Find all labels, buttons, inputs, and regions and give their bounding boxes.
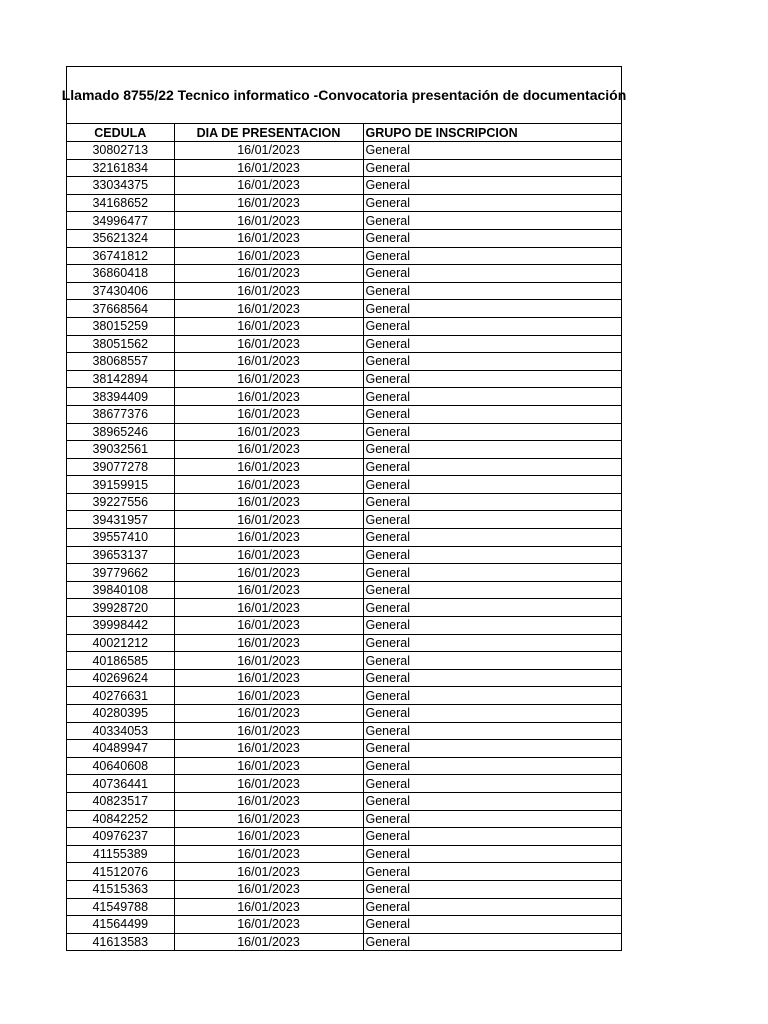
group-cell: General (363, 529, 621, 547)
presentation-date-cell: 16/01/2023 (174, 740, 363, 758)
cedula-cell: 38394409 (67, 388, 174, 406)
presentation-date-cell: 16/01/2023 (174, 845, 363, 863)
table-row (67, 828, 621, 846)
cedula-cell: 40269624 (67, 669, 174, 687)
cedula-cell: 39840108 (67, 581, 174, 599)
group-cell: General (363, 265, 621, 283)
cedula-cell: 40640608 (67, 757, 174, 775)
presentation-date-cell: 16/01/2023 (174, 511, 363, 529)
group-cell: General (363, 177, 621, 195)
cedula-cell: 36741812 (67, 247, 174, 265)
cedula-cell: 37430406 (67, 282, 174, 300)
group-cell: General (363, 546, 621, 564)
table-row (67, 933, 621, 950)
table-row (67, 159, 621, 177)
cedula-cell: 40976237 (67, 828, 174, 846)
group-cell: General (363, 405, 621, 423)
group-cell: General (363, 617, 621, 635)
table-row (67, 493, 621, 511)
registration-table (67, 124, 621, 950)
table-row (67, 370, 621, 388)
document-title: Llamado 8755/22 Tecnico informatico -Convocatoria presentación de documentación (67, 67, 621, 124)
table-row (67, 705, 621, 723)
presentation-date-cell: 16/01/2023 (174, 581, 363, 599)
table-row (67, 775, 621, 793)
table-row (67, 388, 621, 406)
cedula-cell: 35621324 (67, 229, 174, 247)
cedula-cell: 40021212 (67, 634, 174, 652)
presentation-date-cell: 16/01/2023 (174, 546, 363, 564)
cedula-cell: 39557410 (67, 529, 174, 547)
presentation-date-cell: 16/01/2023 (174, 177, 363, 195)
presentation-date-cell: 16/01/2023 (174, 705, 363, 723)
presentation-date-cell: 16/01/2023 (174, 898, 363, 916)
presentation-date-cell: 16/01/2023 (174, 652, 363, 670)
column-header-cedula: CEDULA (67, 124, 174, 142)
column-header-dia-de-presentacion: DIA DE PRESENTACION (174, 124, 363, 142)
table-row (67, 863, 621, 881)
presentation-date-cell: 16/01/2023 (174, 687, 363, 705)
presentation-date-cell: 16/01/2023 (174, 916, 363, 934)
presentation-date-cell: 16/01/2023 (174, 159, 363, 177)
presentation-date-cell: 16/01/2023 (174, 617, 363, 635)
table-row (67, 634, 621, 652)
group-cell: General (363, 845, 621, 863)
group-cell: General (363, 282, 621, 300)
cedula-cell: 40736441 (67, 775, 174, 793)
table-row (67, 599, 621, 617)
table-row (67, 564, 621, 582)
cedula-cell: 39159915 (67, 476, 174, 494)
presentation-date-cell: 16/01/2023 (174, 634, 363, 652)
cedula-cell: 34996477 (67, 212, 174, 230)
cedula-cell: 40823517 (67, 792, 174, 810)
cedula-cell: 39431957 (67, 511, 174, 529)
presentation-date-cell: 16/01/2023 (174, 810, 363, 828)
cedula-cell: 39928720 (67, 599, 174, 617)
table-row (67, 441, 621, 459)
table-row (67, 880, 621, 898)
group-cell: General (363, 212, 621, 230)
group-cell: General (363, 581, 621, 599)
cedula-cell: 33034375 (67, 177, 174, 195)
presentation-date-cell: 16/01/2023 (174, 441, 363, 459)
table-row (67, 511, 621, 529)
cedula-cell: 39077278 (67, 458, 174, 476)
table-row (67, 845, 621, 863)
presentation-date-cell: 16/01/2023 (174, 282, 363, 300)
cedula-cell: 40276631 (67, 687, 174, 705)
table-row (67, 898, 621, 916)
table-row (67, 476, 621, 494)
group-cell: General (363, 247, 621, 265)
presentation-date-cell: 16/01/2023 (174, 423, 363, 441)
cedula-cell: 38051562 (67, 335, 174, 353)
presentation-date-cell: 16/01/2023 (174, 722, 363, 740)
presentation-date-cell: 16/01/2023 (174, 458, 363, 476)
presentation-date-cell: 16/01/2023 (174, 370, 363, 388)
presentation-date-cell: 16/01/2023 (174, 212, 363, 230)
group-cell: General (363, 335, 621, 353)
cedula-cell: 41515363 (67, 880, 174, 898)
table-row (67, 265, 621, 283)
cedula-cell: 39998442 (67, 617, 174, 635)
cedula-cell: 38677376 (67, 405, 174, 423)
presentation-date-cell: 16/01/2023 (174, 300, 363, 318)
group-cell: General (363, 511, 621, 529)
group-cell: General (363, 792, 621, 810)
presentation-date-cell: 16/01/2023 (174, 335, 363, 353)
presentation-date-cell: 16/01/2023 (174, 405, 363, 423)
table-row (67, 142, 621, 160)
group-cell: General (363, 476, 621, 494)
table-row (67, 687, 621, 705)
group-cell: General (363, 669, 621, 687)
group-cell: General (363, 142, 621, 160)
table-row (67, 529, 621, 547)
presentation-date-cell: 16/01/2023 (174, 669, 363, 687)
cedula-cell: 30802713 (67, 142, 174, 160)
table-row (67, 282, 621, 300)
presentation-date-cell: 16/01/2023 (174, 247, 363, 265)
table-row (67, 405, 621, 423)
presentation-date-cell: 16/01/2023 (174, 828, 363, 846)
group-cell: General (363, 687, 621, 705)
group-cell: General (363, 810, 621, 828)
cedula-cell: 41613583 (67, 933, 174, 950)
presentation-date-cell: 16/01/2023 (174, 880, 363, 898)
cedula-cell: 41564499 (67, 916, 174, 934)
cedula-cell: 36860418 (67, 265, 174, 283)
group-cell: General (363, 880, 621, 898)
group-cell: General (363, 757, 621, 775)
cedula-cell: 32161834 (67, 159, 174, 177)
presentation-date-cell: 16/01/2023 (174, 564, 363, 582)
group-cell: General (363, 493, 621, 511)
cedula-cell: 41549788 (67, 898, 174, 916)
group-cell: General (363, 916, 621, 934)
presentation-date-cell: 16/01/2023 (174, 775, 363, 793)
table-row (67, 212, 621, 230)
group-cell: General (363, 599, 621, 617)
cedula-cell: 38068557 (67, 353, 174, 371)
presentation-date-cell: 16/01/2023 (174, 476, 363, 494)
group-cell: General (363, 564, 621, 582)
presentation-date-cell: 16/01/2023 (174, 353, 363, 371)
table-row (67, 581, 621, 599)
cedula-cell: 40280395 (67, 705, 174, 723)
cedula-cell: 40186585 (67, 652, 174, 670)
group-cell: General (363, 740, 621, 758)
table-body (67, 142, 621, 951)
table-header (67, 124, 621, 142)
presentation-date-cell: 16/01/2023 (174, 265, 363, 283)
group-cell: General (363, 441, 621, 459)
group-cell: General (363, 194, 621, 212)
cedula-cell: 39779662 (67, 564, 174, 582)
group-cell: General (363, 229, 621, 247)
spreadsheet-page (61, 66, 627, 951)
cedula-cell: 38015259 (67, 317, 174, 335)
cedula-cell: 38142894 (67, 370, 174, 388)
presentation-date-cell: 16/01/2023 (174, 529, 363, 547)
table-row (67, 546, 621, 564)
table-row (67, 757, 621, 775)
presentation-date-cell: 16/01/2023 (174, 388, 363, 406)
group-cell: General (363, 652, 621, 670)
table-row (67, 317, 621, 335)
group-cell: General (363, 300, 621, 318)
table-row (67, 229, 621, 247)
group-cell: General (363, 317, 621, 335)
group-cell: General (363, 353, 621, 371)
table-row (67, 669, 621, 687)
cedula-cell: 38965246 (67, 423, 174, 441)
presentation-date-cell: 16/01/2023 (174, 142, 363, 160)
cedula-cell: 39227556 (67, 493, 174, 511)
group-cell: General (363, 388, 621, 406)
presentation-date-cell: 16/01/2023 (174, 194, 363, 212)
group-cell: General (363, 863, 621, 881)
table-row (67, 177, 621, 195)
table-row (67, 300, 621, 318)
group-cell: General (363, 722, 621, 740)
cedula-cell: 40842252 (67, 810, 174, 828)
table-row (67, 617, 621, 635)
presentation-date-cell: 16/01/2023 (174, 757, 363, 775)
table-row (67, 916, 621, 934)
table-row (67, 458, 621, 476)
cedula-cell: 34168652 (67, 194, 174, 212)
presentation-date-cell: 16/01/2023 (174, 599, 363, 617)
group-cell: General (363, 828, 621, 846)
cedula-cell: 41512076 (67, 863, 174, 881)
table-row (67, 353, 621, 371)
group-cell: General (363, 775, 621, 793)
table-row (67, 247, 621, 265)
cedula-cell: 39032561 (67, 441, 174, 459)
cedula-cell: 40489947 (67, 740, 174, 758)
cedula-cell: 40334053 (67, 722, 174, 740)
presentation-date-cell: 16/01/2023 (174, 317, 363, 335)
presentation-date-cell: 16/01/2023 (174, 792, 363, 810)
presentation-date-cell: 16/01/2023 (174, 229, 363, 247)
group-cell: General (363, 634, 621, 652)
table-row (67, 194, 621, 212)
cedula-cell: 39653137 (67, 546, 174, 564)
group-cell: General (363, 933, 621, 950)
cedula-cell: 41155389 (67, 845, 174, 863)
table-row (67, 722, 621, 740)
table-row (67, 335, 621, 353)
table-row (67, 810, 621, 828)
presentation-date-cell: 16/01/2023 (174, 493, 363, 511)
group-cell: General (363, 705, 621, 723)
group-cell: General (363, 423, 621, 441)
group-cell: General (363, 159, 621, 177)
presentation-date-cell: 16/01/2023 (174, 863, 363, 881)
group-cell: General (363, 898, 621, 916)
cedula-cell: 37668564 (67, 300, 174, 318)
header-row (67, 124, 621, 142)
group-cell: General (363, 370, 621, 388)
group-cell: General (363, 458, 621, 476)
table-row (67, 740, 621, 758)
presentation-date-cell: 16/01/2023 (174, 933, 363, 950)
table-row (67, 652, 621, 670)
table-row (67, 423, 621, 441)
table-row (67, 792, 621, 810)
column-header-grupo-de-inscripcion: GRUPO DE INSCRIPCION (363, 124, 621, 142)
